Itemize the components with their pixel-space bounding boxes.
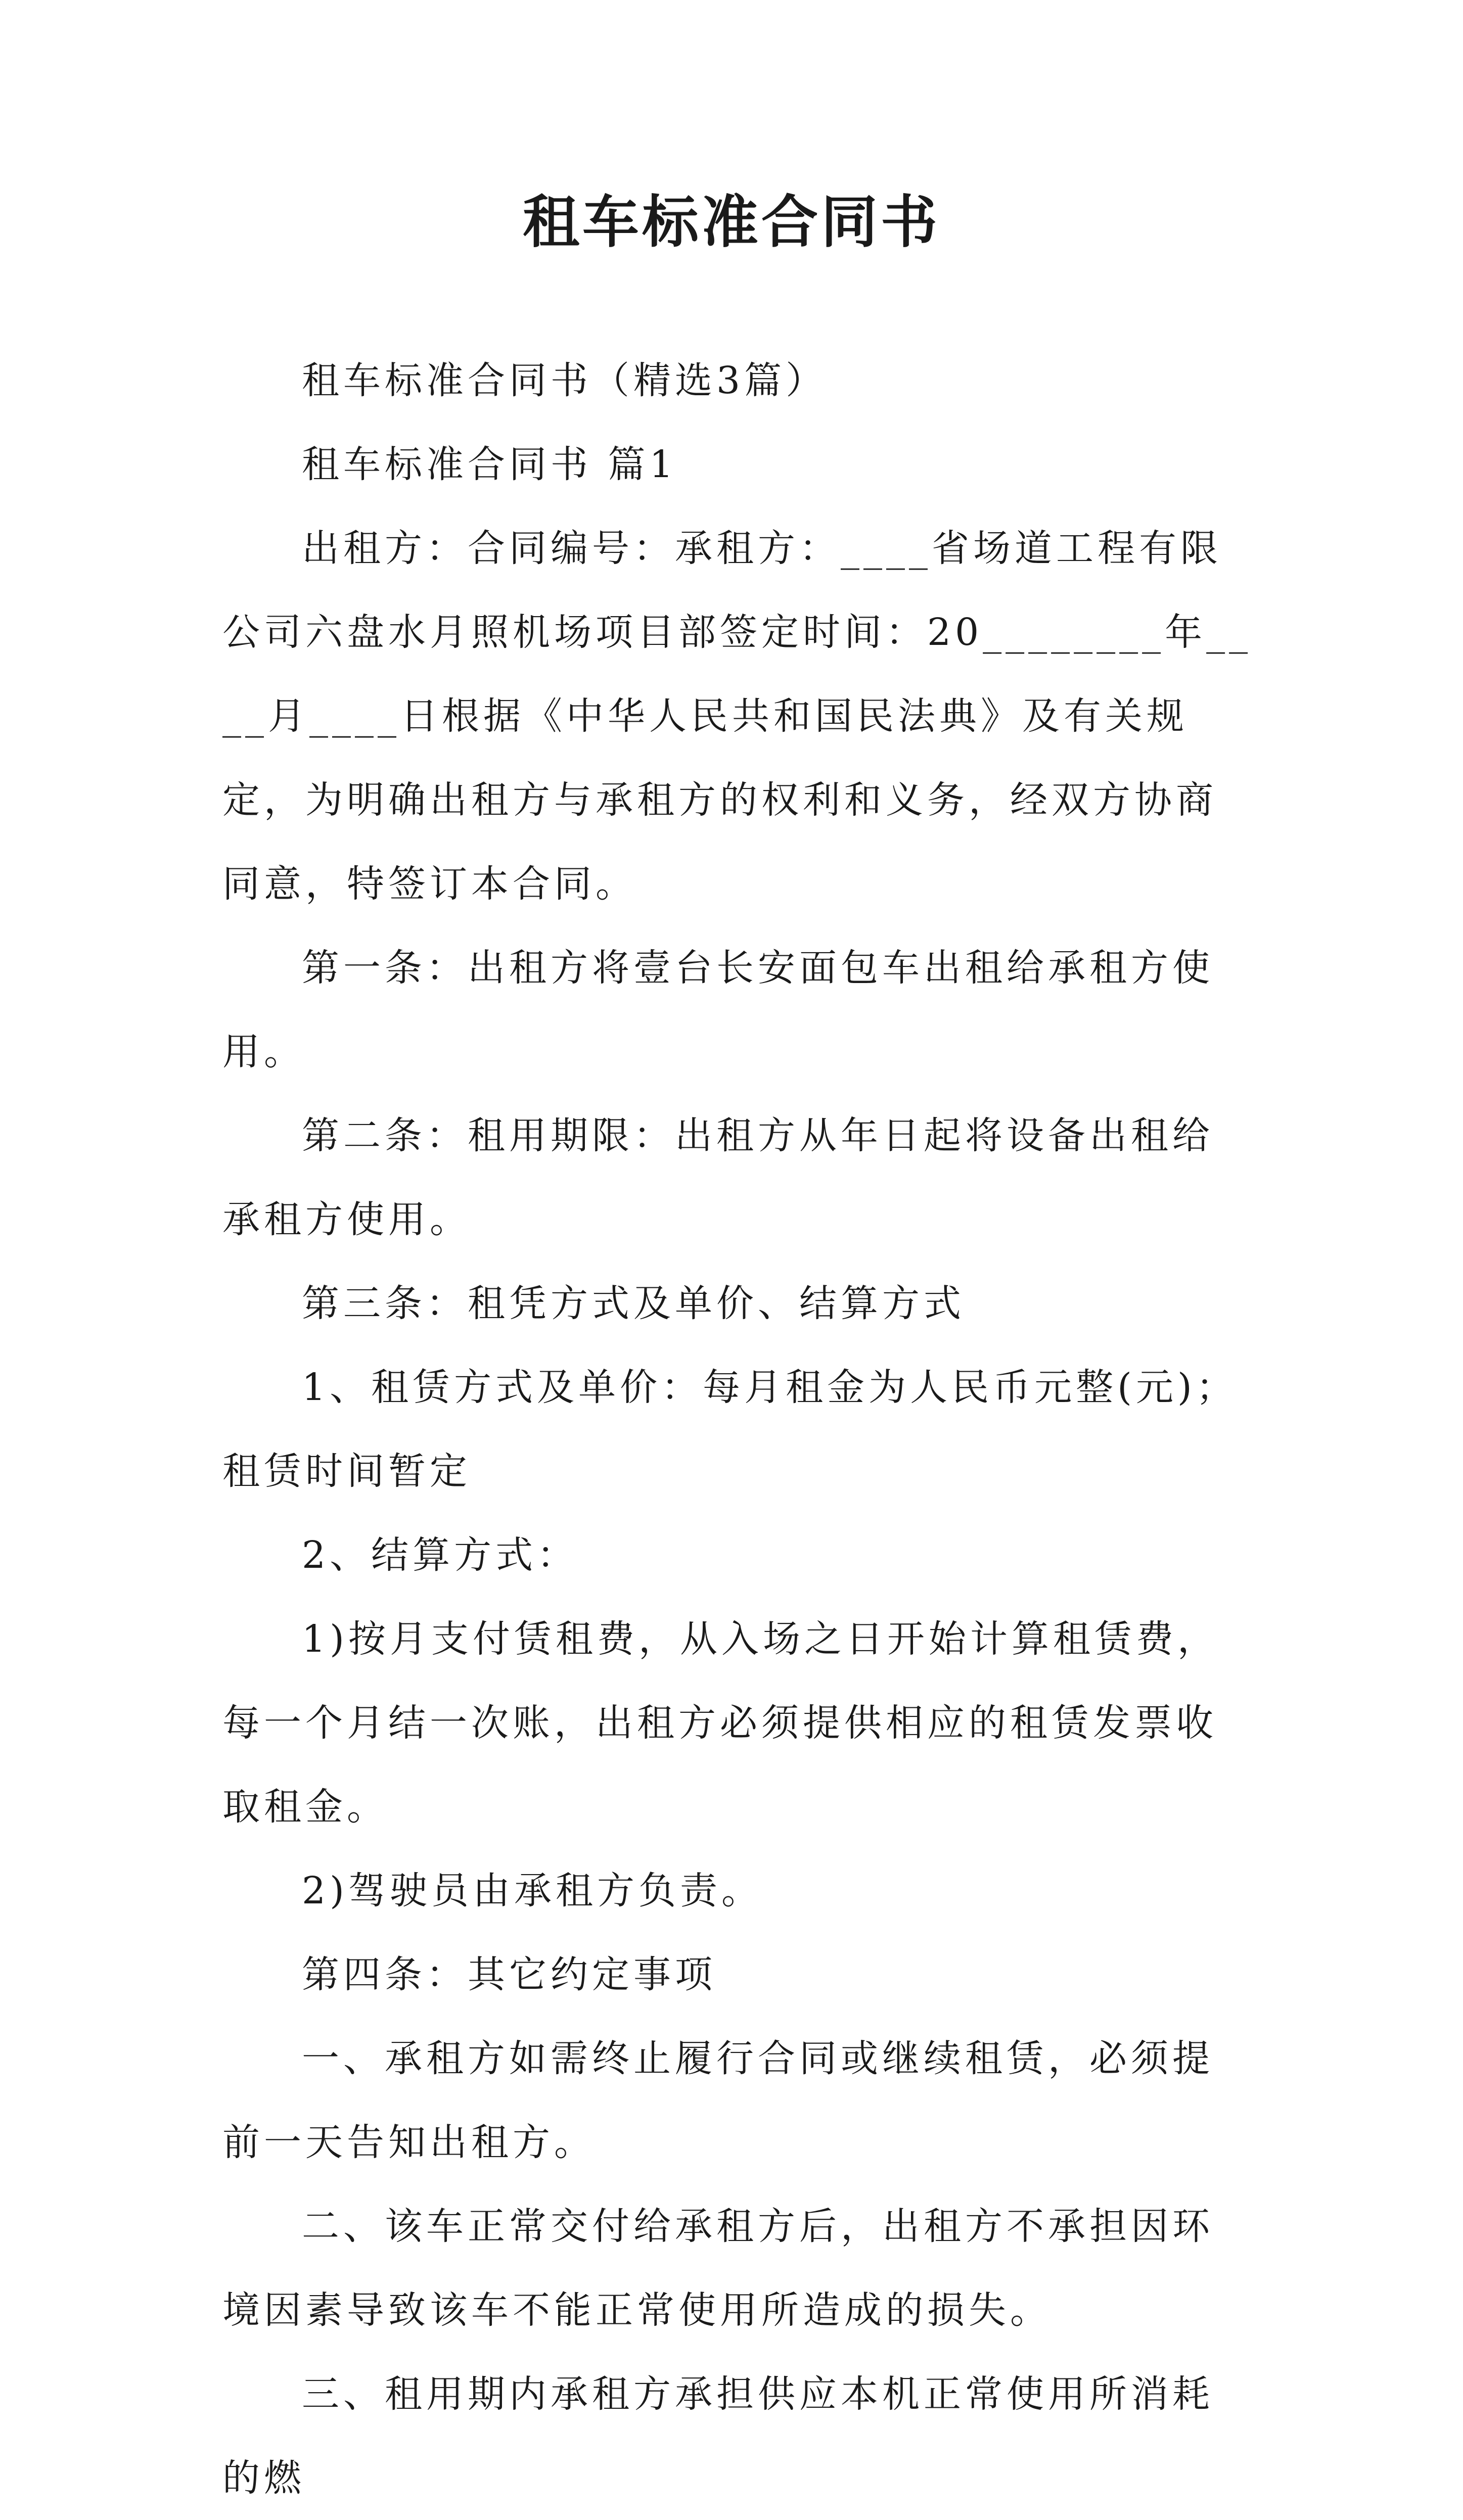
- paragraph-subitem-1: 1)按月支付赁租费，从入场之日开始计算租赁费，每一个月结一次账，出租方必须提供相应的租赁发票收取租金。: [222, 1617, 1219, 1829]
- document-title: 租车标准合同书: [523, 189, 940, 255]
- paragraph-article-1: 第一条：出租方将壹台长安面包车出租给承租方使用。: [222, 946, 1214, 1074]
- paragraph-section-heading: 租车标准合同书 篇1: [302, 443, 677, 486]
- paragraph-item-1: 1、租赁方式及单价：每月租金为人民币元整(元)；租赁时间暂定: [222, 1366, 1238, 1493]
- paragraph-parties: 出租方：合同编号：承租方：____省场道工程有限公司六盘水月照机场项目部签定时间：20________年____月____日根据《中华人民共和国民法典》及有关规定，为明确出租方与承租方的权利和义务，经双方协商同意，特签订本合同。: [222, 527, 1252, 906]
- paragraph-subtitle: 租车标准合同书（精选3篇）: [302, 359, 828, 402]
- paragraph-article-2: 第二条：租用期限：出租方从年日起将设备出租给承租方使用。: [222, 1114, 1214, 1241]
- paragraph-clause-3: 三、租用期内承租方承担供应本机正常使用所消耗的燃: [222, 2372, 1214, 2500]
- document-body: [222, 339, 1254, 2520]
- paragraph-article-3: 第三条：租凭方式及单价、结算方式: [302, 1282, 965, 1325]
- paragraph-subitem-2: 2)驾驶员由承租方负责。: [302, 1869, 763, 1912]
- paragraph-item-2: 2、结算方式：: [302, 1533, 579, 1577]
- paragraph-clause-2: 二、该车正常交付给承租方后，出租方不承担因环境因素导致该车不能正常使用所造成的损失。: [222, 2205, 1214, 2332]
- paragraph-clause-1: 一、承租方如需终止履行合同或继续租赁，必须提前一天告知出租方。: [222, 2037, 1214, 2164]
- paragraph-article-4: 第四条：其它约定事项: [302, 1953, 716, 1996]
